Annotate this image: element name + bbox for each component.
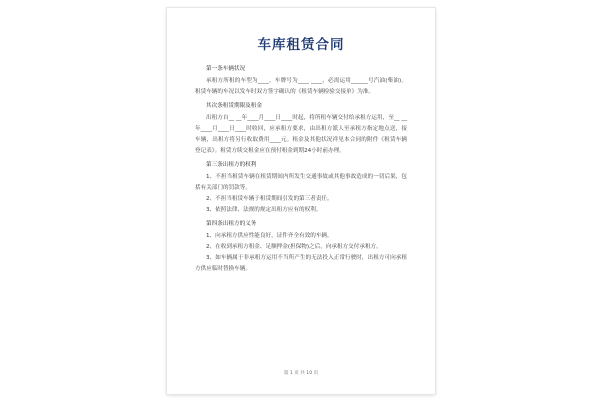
section-4-paragraph-1: 1、向承租方供应性能良好，证件齐全有效的车辆。 <box>206 233 333 239</box>
section-heading-2: 其次条租赁期限及租金 <box>206 103 262 109</box>
document-body <box>195 64 407 275</box>
page-number-footer: 第 1 页 共 10 页 <box>283 371 319 376</box>
section-heading-4: 第四条出租方的义务 <box>206 221 257 227</box>
section-3-paragraph-1: 1、不担当租赁车辆在租赁期间内所发生交通事故或其他事故造成的一切后果，包括有关部门的罚款等。 <box>195 174 407 191</box>
section-4-paragraph-2: 2、在收到承租方租金、足额押金(担保物)之后，向承租方交付承租方。 <box>206 244 382 250</box>
section-3-paragraph-3: 3、依照法律、法规的规定出租方应有的权利。 <box>206 207 322 213</box>
section-2-paragraph-1: 出租方自__ __年____月____日____时起，将所租车辆交付给承租方运用，至__ __年____月____日____时收回，应承租方要求，由出租方派人至承租方指定地点送，接车辆，出租方将另行收取费用____元。租金及其他状况祥见本合同的附件《租赁车辆登记表》。租赁方续交租金应在预付租金到期24小时前办理。 <box>195 115 407 154</box>
document-page <box>167 8 435 394</box>
section-heading-1: 第一条车辆状况 <box>206 66 246 72</box>
document-title: 车库租赁合同 <box>257 37 345 53</box>
section-1-paragraph-1: 承租方所租的车型为____，车牌号为____ ____，必需运用______号汽油(柴油)。租赁车辆的车况以发车时双方签字确认的《租赁车辆检验交接单》为准。 <box>195 78 407 95</box>
section-3-paragraph-2: 2、不担当租赁车辆于租赁期间引发的第三者责任。 <box>206 196 333 202</box>
section-heading-3: 第三条出租方的权利 <box>206 162 257 168</box>
section-4-paragraph-3: 3、如车辆属于非承租方运用不当所产生的无法投入正常行驶时，出租方可向承租方供应临时替换车辆。 <box>195 255 407 272</box>
